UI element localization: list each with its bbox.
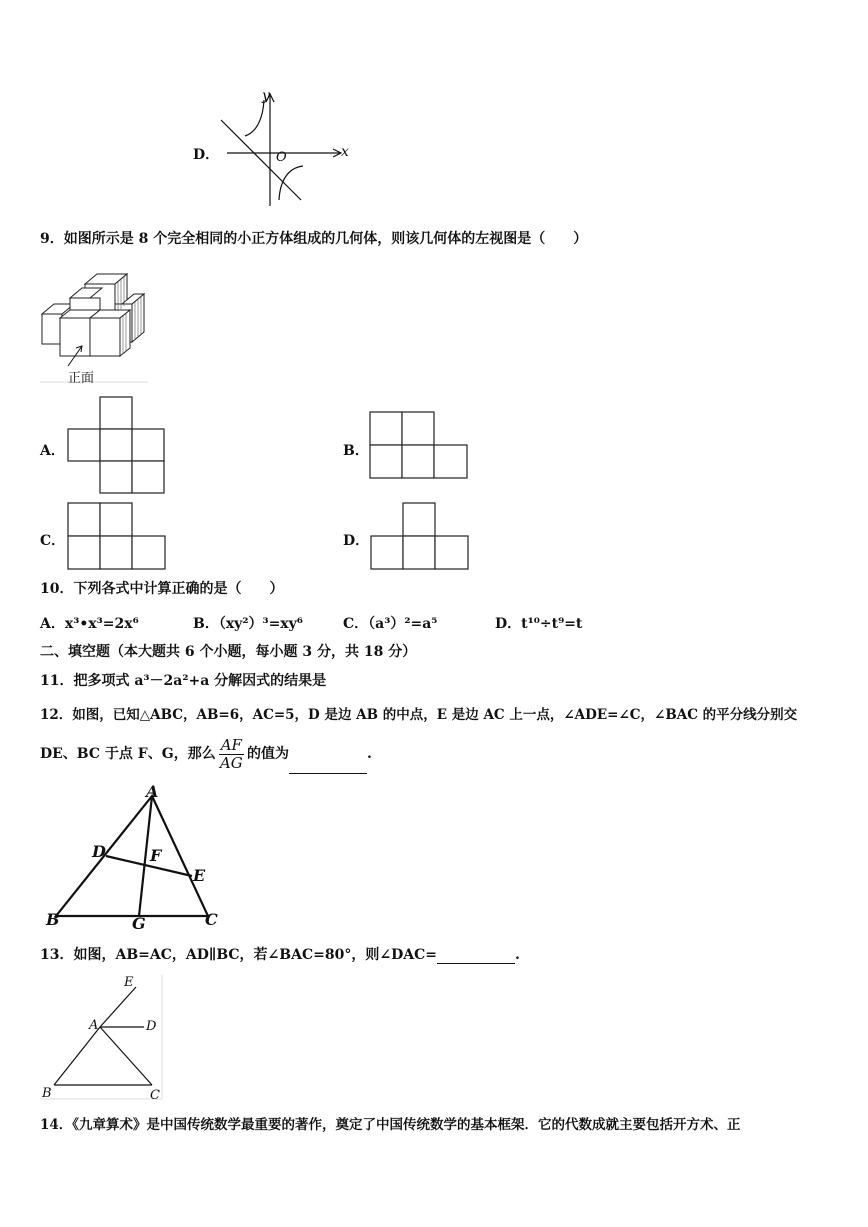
q12-line2	[40, 734, 372, 774]
q8-option-d-graph	[215, 88, 355, 208]
x-axis-label: x	[341, 144, 349, 160]
q11-stem: 11．把多项式 a³－2a²+a 分解因式的结果是	[40, 673, 327, 689]
q9-option-a-label[interactable]: A．	[40, 443, 65, 459]
label-d: D	[92, 842, 106, 861]
q9-stem: 9．如图所示是 8 个完全相同的小正方体组成的几何体，则该几何体的左视图是（ ）	[40, 231, 588, 247]
label-b: B	[46, 910, 60, 929]
q13-label-c: C	[150, 1088, 160, 1103]
q9-option-c-figure[interactable]	[66, 502, 168, 570]
q10-stem: 10．下列各式中计算正确的是（ ）	[40, 581, 284, 597]
q9-solid-figure	[40, 258, 148, 384]
q10-option-c[interactable]: C．（a³）²=a⁵	[343, 616, 438, 632]
q13-label-b: B	[42, 1086, 52, 1101]
q12-line2-suffix: 的值为	[246, 746, 289, 762]
q10-option-b[interactable]: B．（xy²）³=xy⁶	[193, 616, 303, 632]
q12-line2-end: .	[366, 746, 372, 762]
y-axis-label: y	[262, 88, 270, 104]
q13-end: .	[514, 947, 520, 963]
q13-stem: 13．如图，AB=AC，AD∥BC，若∠BAC=80°，则∠DAC=	[40, 947, 437, 963]
front-view-label: 正面	[68, 371, 95, 386]
q13-figure	[40, 975, 164, 1101]
q14-stem: 14．《九章算术》是中国传统数学最重要的著作，奠定了中国传统数学的基本框架．它的代数成就主要包括开方术、正	[40, 1117, 741, 1133]
origin-label: O	[276, 150, 287, 165]
label-f: F	[150, 846, 162, 865]
q10-option-d[interactable]: D．t¹⁰÷t⁹=t	[495, 616, 583, 632]
section-2-heading: 二、填空题（本大题共 6 个小题，每小题 3 分，共 18 分）	[40, 644, 417, 660]
q9-option-d-figure[interactable]	[369, 502, 471, 570]
q8-option-d-label: D．	[193, 147, 220, 163]
q13-label-a: A	[89, 1018, 99, 1033]
q12-line1: 12．如图，已知△ABC，AB=6，AC=5，D 是边 AB 的中点，E 是边 AC 上一点，∠ADE=∠C，∠BAC 的平分线分别交	[40, 707, 798, 723]
q9-option-b-label[interactable]: B．	[343, 443, 369, 459]
label-g: G	[132, 914, 146, 933]
q12-fraction	[219, 737, 244, 772]
q9-option-b-figure[interactable]	[368, 411, 470, 479]
fraction-numerator: AF	[220, 735, 242, 754]
q9-option-a-figure[interactable]	[66, 396, 166, 494]
q13-answer-blank[interactable]	[437, 949, 515, 964]
q12-triangle-figure	[44, 780, 224, 932]
fraction-denominator: AG	[219, 753, 243, 772]
q9-option-c-label[interactable]: C．	[40, 533, 66, 549]
label-e: E	[193, 866, 206, 885]
q9-option-d-label[interactable]: D．	[343, 533, 370, 549]
q12-answer-blank[interactable]	[289, 759, 367, 774]
q13-stem-line	[40, 946, 520, 964]
q13-label-e: E	[124, 975, 134, 990]
label-a: A	[146, 782, 159, 801]
q12-line2-prefix: DE、BC 于点 F、G，那么	[40, 746, 216, 762]
q10-option-a[interactable]: A．x³•x³=2x⁶	[40, 616, 139, 632]
q13-label-d: D	[146, 1019, 157, 1034]
label-c: C	[205, 910, 218, 929]
